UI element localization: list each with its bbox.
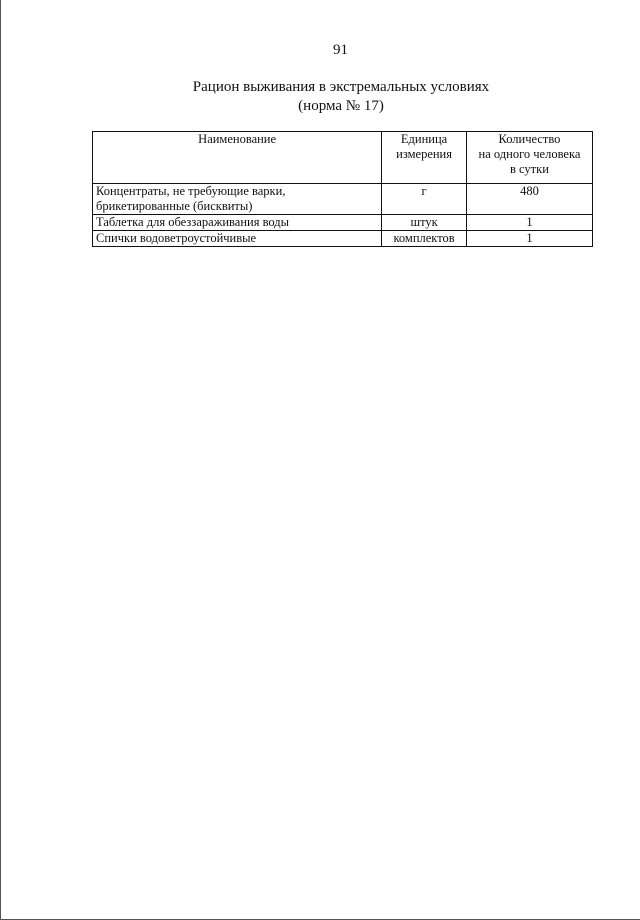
table-row (93, 231, 593, 247)
row-name-line-1: Концентраты, не требующие варки, (96, 184, 286, 198)
header-name (93, 132, 382, 184)
row-name-cell: Спички водоветроустойчивые (93, 231, 382, 247)
page-number: 91 (333, 42, 348, 58)
title-line-2: (норма № 17) (298, 98, 384, 114)
row-unit-cell: комплектов (382, 231, 467, 247)
header-quantity (466, 132, 592, 184)
row-quantity-cell: 480 (466, 184, 592, 215)
document-title (91, 78, 591, 116)
row-name-line-2: брикетированные (бисквиты) (96, 199, 253, 213)
row-name-cell (93, 184, 382, 215)
header-qty-line-2: на одного человека (478, 147, 581, 161)
header-name-label: Наименование (198, 132, 277, 146)
header-qty-line-3: в сутки (510, 162, 549, 176)
row-unit-cell: г (382, 184, 467, 215)
header-unit (382, 132, 467, 184)
table-header-row (93, 132, 593, 184)
header-qty-line-1: Количество (498, 132, 561, 146)
table-row (93, 215, 593, 231)
header-unit-line-2: измерения (396, 147, 452, 161)
table-row (93, 184, 593, 215)
row-quantity-cell: 1 (466, 231, 592, 247)
ration-table (92, 131, 593, 247)
row-quantity-cell: 1 (466, 215, 592, 231)
title-line-1: Рацион выживания в экстремальных условиях (192, 79, 490, 95)
header-unit-line-1: Единица (400, 132, 448, 146)
row-unit-cell: штук (382, 215, 467, 231)
row-name-cell: Таблетка для обеззараживания воды (93, 215, 382, 231)
